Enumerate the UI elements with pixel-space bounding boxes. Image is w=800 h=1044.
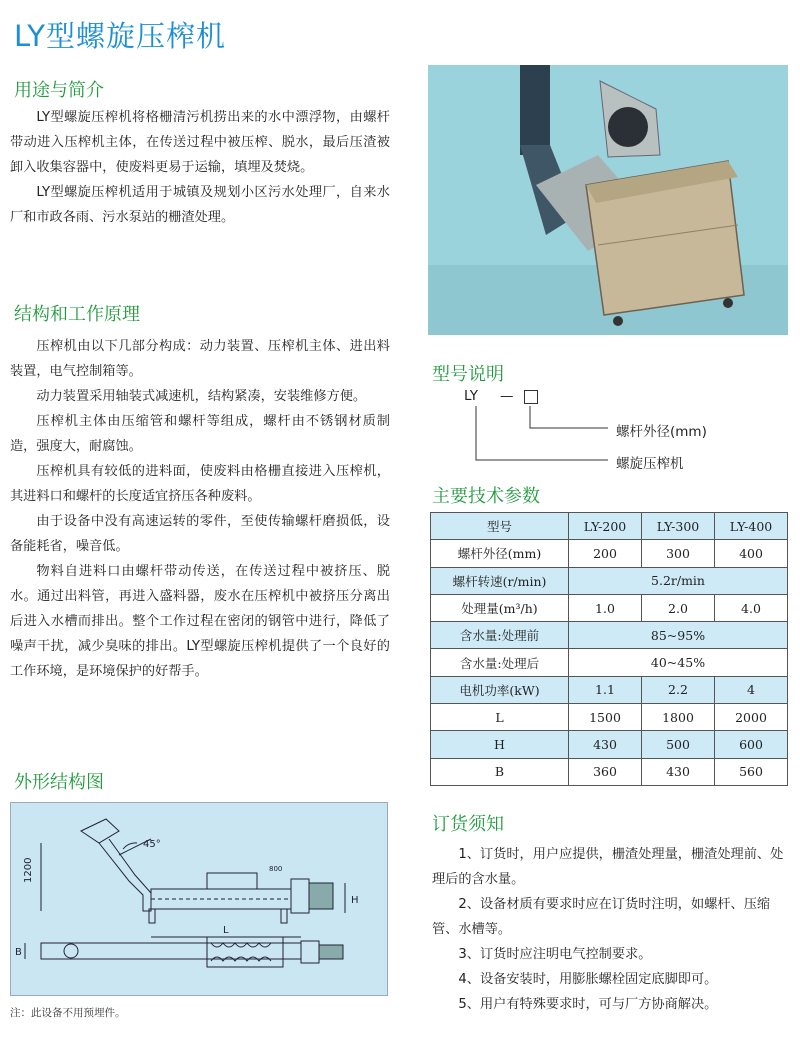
table-cell: 2.2 xyxy=(642,676,715,703)
structure-paragraph: 物料自进料口由螺杆带动传送，在传送过程中被挤压、脱水。通过出料管，再进入盛料器，废水在压榨机中被挤压分离出后进入水槽而排出。整个工作过程在密闭的钢管中进行，降低了噪声干扰，减少臭味的排出。LY型螺旋压榨机提供了一个良好的工作环境，是环境保护的好帮手。 xyxy=(10,564,390,679)
table-cell: 200 xyxy=(569,540,642,567)
order-item: 4、设备安装时，用膨胀螺栓固定底脚即可。 xyxy=(458,972,718,987)
table-header-cell: LY-200 xyxy=(569,513,642,540)
structure-paragraph: 由于设备中没有高速运转的零件，至使传输螺杆磨损低，设备能耗省，噪音低。 xyxy=(10,514,390,554)
table-header-row xyxy=(431,513,788,540)
table-cell: 360 xyxy=(569,758,642,785)
table-cell: 2000 xyxy=(715,704,788,731)
table-header-cell: LY-300 xyxy=(642,513,715,540)
outline-drawing xyxy=(10,802,388,996)
leg-right xyxy=(281,909,287,923)
usage-heading: 用途与简介 xyxy=(14,80,104,101)
table-cell: B xyxy=(431,758,569,785)
dim-1200-label: 1200 xyxy=(23,857,34,883)
order-item: 2、设备材质有要求时应在订货时注明，如螺杆、压缩管、水槽等。 xyxy=(432,897,771,937)
motor-flange xyxy=(291,879,309,913)
machine-outline-svg xyxy=(11,803,387,995)
table-cell: 4.0 xyxy=(715,594,788,621)
motor xyxy=(309,883,333,909)
order-item: 1、订货时，用户应提供，栅渣处理量，栅渣处理前、处理后的含水量。 xyxy=(432,847,784,887)
structure-heading: 结构和工作原理 xyxy=(14,304,140,325)
model-label-diameter: 螺杆外径(mm) xyxy=(616,424,707,440)
usage-paragraph: LY型螺旋压榨机适用于城镇及规划小区污水处理厂，自来水厂和市政各雨、污水泵站的栅渣处理。 xyxy=(10,185,390,225)
structure-text xyxy=(10,334,390,684)
structure-paragraph: 压榨机主体由压缩管和螺杆等组成，螺杆由不锈钢材质制造，强度大，耐腐蚀。 xyxy=(10,414,390,454)
dim-H-label: H xyxy=(351,895,359,906)
feed-box xyxy=(207,873,257,889)
hopper-shape xyxy=(81,819,119,843)
table-cell: 1.0 xyxy=(569,594,642,621)
table-cell: 处理量(m³/h) xyxy=(431,594,569,621)
table-cell: 1500 xyxy=(569,704,642,731)
product-photo xyxy=(428,65,788,335)
table-row xyxy=(431,567,788,594)
structure-paragraph: 压榨机具有较低的进料面，使废料由格栅直接进入压榨机，其进料口和螺杆的长度适宜挤压各种废料。 xyxy=(10,464,390,504)
order-heading: 订货须知 xyxy=(432,814,504,835)
plan-flange xyxy=(301,941,319,963)
dim-800-label: 800 xyxy=(269,865,283,873)
table-row xyxy=(431,676,788,703)
table-cell-merged: 40~45% xyxy=(569,649,788,676)
table-cell: 500 xyxy=(642,731,715,758)
params-table xyxy=(430,512,788,786)
outline-heading: 外形结构图 xyxy=(14,772,104,793)
product-photo-illustration xyxy=(428,65,788,335)
table-cell: H xyxy=(431,731,569,758)
table-cell-merged: 85~95% xyxy=(569,622,788,649)
table-cell: L xyxy=(431,704,569,731)
angle-arc xyxy=(123,843,137,849)
params-heading: 主要技术参数 xyxy=(432,486,540,507)
table-row xyxy=(431,594,788,621)
dim-B-label: B xyxy=(15,947,22,958)
table-cell: 含水量:处理后 xyxy=(431,649,569,676)
usage-paragraph: LY型螺旋压榨机将格栅清污机捞出来的水中漂浮物，由螺杆带动进入压榨机主体，在传送过程中被压榨、脱水，最后压渣被卸入收集容器中，使废料更易于运输，填埋及焚烧。 xyxy=(10,110,390,175)
table-header-cell: 型号 xyxy=(431,513,569,540)
plan-pipe-end xyxy=(64,944,78,958)
table-cell: 螺杆转速(r/min) xyxy=(431,567,569,594)
table-cell: 1800 xyxy=(642,704,715,731)
table-cell-merged: 5.2r/min xyxy=(569,567,788,594)
table-row xyxy=(431,540,788,567)
table-cell: 4 xyxy=(715,676,788,703)
table-cell: 560 xyxy=(715,758,788,785)
order-item: 3、订货时应注明电气控制要求。 xyxy=(458,947,652,962)
table-cell: 600 xyxy=(715,731,788,758)
table-cell: 含水量:处理前 xyxy=(431,622,569,649)
install-note: 注：此设备不用预埋件。 xyxy=(10,1007,126,1019)
angle-label: 45° xyxy=(143,839,161,850)
table-row xyxy=(431,622,788,649)
table-cell: 1.1 xyxy=(569,676,642,703)
plan-motor xyxy=(319,945,343,959)
plan-screw xyxy=(211,943,271,947)
model-heading: 型号说明 xyxy=(432,364,504,385)
table-header-cell: LY-400 xyxy=(715,513,788,540)
table-row xyxy=(431,731,788,758)
model-label-name: 螺旋压榨机 xyxy=(616,456,684,472)
structure-paragraph: 压榨机由以下几部分构成：动力装置、压榨机主体、进出料装置，电气控制箱等。 xyxy=(10,339,390,379)
model-dash: — xyxy=(500,388,514,404)
dim-L-label: L xyxy=(223,925,229,936)
table-cell: 430 xyxy=(642,758,715,785)
order-list xyxy=(432,842,790,1017)
model-diagram xyxy=(458,388,778,470)
plan-screw-box xyxy=(207,937,283,967)
table-row xyxy=(431,704,788,731)
table-row xyxy=(431,649,788,676)
table-row xyxy=(431,758,788,785)
table-cell: 430 xyxy=(569,731,642,758)
table-cell: 2.0 xyxy=(642,594,715,621)
table-cell: 电机功率(kW) xyxy=(431,676,569,703)
table-cell: 螺杆外径(mm) xyxy=(431,540,569,567)
order-item: 5、用户有特殊要求时，可与厂方协商解决。 xyxy=(458,997,718,1012)
table-cell: 400 xyxy=(715,540,788,567)
usage-text xyxy=(10,105,390,230)
table-cell: 300 xyxy=(642,540,715,567)
model-code: LY xyxy=(464,388,478,404)
structure-paragraph: 动力装置采用轴装式减速机，结构紧凑，安装维修方便。 xyxy=(36,389,367,404)
page-title: LY型螺旋压榨机 xyxy=(14,19,227,53)
